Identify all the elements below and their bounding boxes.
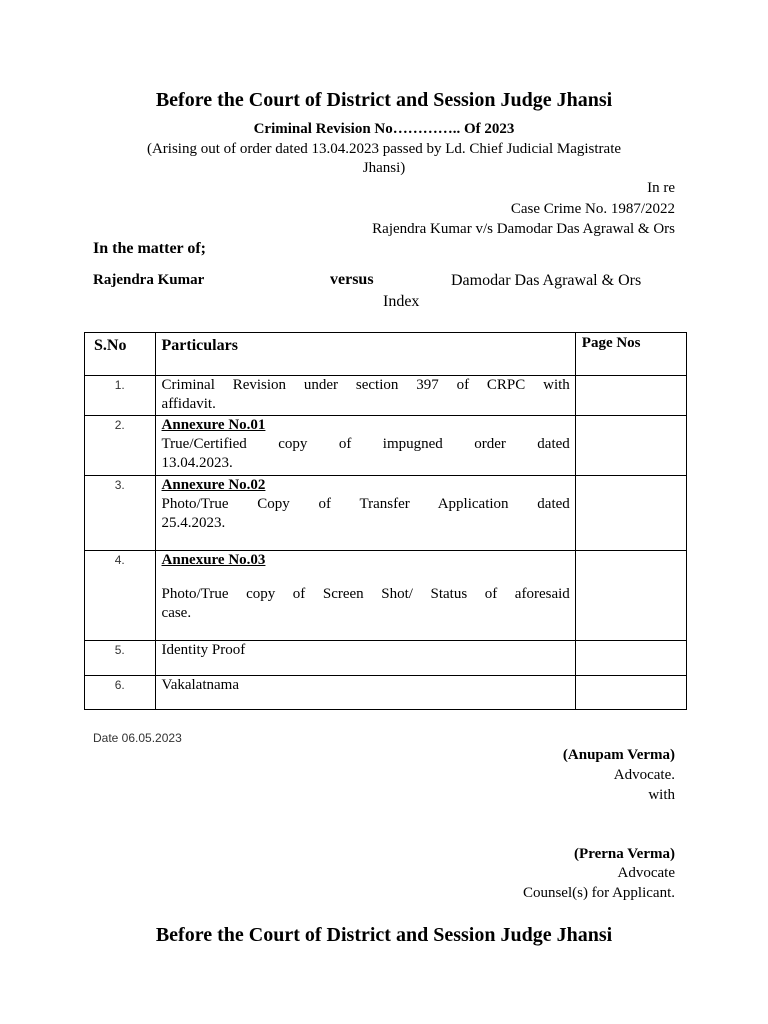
table-row <box>85 376 687 416</box>
row-sno: 2. <box>85 416 156 476</box>
court-title-repeat: Before the Court of District and Session Judge Jhansi <box>155 924 613 946</box>
matter-label: In the matter of; <box>93 240 207 257</box>
row-text-line: Criminal Revision under section 397 of CRPC with <box>161 377 570 393</box>
row-text-line: 25.4.2023. <box>161 515 226 531</box>
row-sno: 1. <box>85 376 156 416</box>
row-page-nos <box>575 376 686 416</box>
revision-number: Criminal Revision No………….. Of 2023 <box>253 121 515 137</box>
respondent-name: Damodar Das Agrawal & Ors <box>451 272 642 289</box>
row-text-line: Photo/True copy of Screen Shot/ Status of aforesaid <box>161 586 570 602</box>
document-date: Date 06.05.2023 <box>93 731 182 745</box>
row-text-line: affidavit. <box>161 396 216 412</box>
counsel-label: Counsel(s) for Applicant. <box>522 885 675 901</box>
advocate-1-title: Advocate. <box>613 767 675 783</box>
row-page-nos <box>575 641 686 676</box>
row-page-nos <box>575 476 686 551</box>
table-row <box>85 416 687 476</box>
with-label: with <box>648 787 675 803</box>
row-page-nos <box>575 551 686 641</box>
annexure-label: Annexure No.01 <box>161 417 266 433</box>
index-table <box>84 332 687 710</box>
table-row <box>85 676 687 710</box>
row-particulars <box>155 676 575 710</box>
row-text-line: case. <box>161 605 192 621</box>
applicant-name: Rajendra Kumar <box>93 272 205 288</box>
row-particulars <box>155 476 575 551</box>
court-title: Before the Court of District and Session Judge Jhansi <box>155 89 613 111</box>
arising-line-1: (Arising out of order dated 13.04.2023 passed by Ld. Chief Judicial Magistrate <box>146 141 622 157</box>
row-particulars <box>155 416 575 476</box>
row-text-line: Vakalatnama <box>161 677 239 693</box>
row-text-line: True/Certified copy of impugned order dated <box>161 436 570 452</box>
table-row <box>85 476 687 551</box>
row-text-line: Identity Proof <box>161 642 246 658</box>
row-page-nos <box>575 416 686 476</box>
annexure-label: Annexure No.02 <box>161 477 266 493</box>
table-row <box>85 641 687 676</box>
row-sno: 6. <box>85 676 156 710</box>
row-particulars <box>155 376 575 416</box>
row-page-nos <box>575 676 686 710</box>
header-page-nos: Page Nos <box>575 333 686 376</box>
table-header-row <box>85 333 687 376</box>
row-particulars <box>155 551 575 641</box>
case-crime-number: Case Crime No. 1987/2022 <box>510 201 675 217</box>
row-particulars <box>155 641 575 676</box>
parties-line: Rajendra Kumar v/s Damodar Das Agrawal & Ors <box>372 221 675 237</box>
index-label: Index <box>383 293 420 310</box>
row-text-line: Photo/True Copy of Transfer Application dated <box>161 496 570 512</box>
versus-label: versus <box>330 271 374 288</box>
advocate-2-title: Advocate <box>617 865 675 881</box>
row-text-line: 13.04.2023. <box>161 455 233 471</box>
table-row <box>85 551 687 641</box>
in-re: In re <box>647 180 675 196</box>
row-sno: 3. <box>85 476 156 551</box>
annexure-label: Annexure No.03 <box>161 552 266 568</box>
header-sno: S.No <box>85 333 156 376</box>
advocate-1-name: (Anupam Verma) <box>562 747 675 763</box>
header-particulars: Particulars <box>155 333 575 376</box>
advocate-2-name: (Prerna Verma) <box>574 846 675 862</box>
arising-line-2: Jhansi) <box>362 160 406 176</box>
row-sno: 4. <box>85 551 156 641</box>
row-sno: 5. <box>85 641 156 676</box>
